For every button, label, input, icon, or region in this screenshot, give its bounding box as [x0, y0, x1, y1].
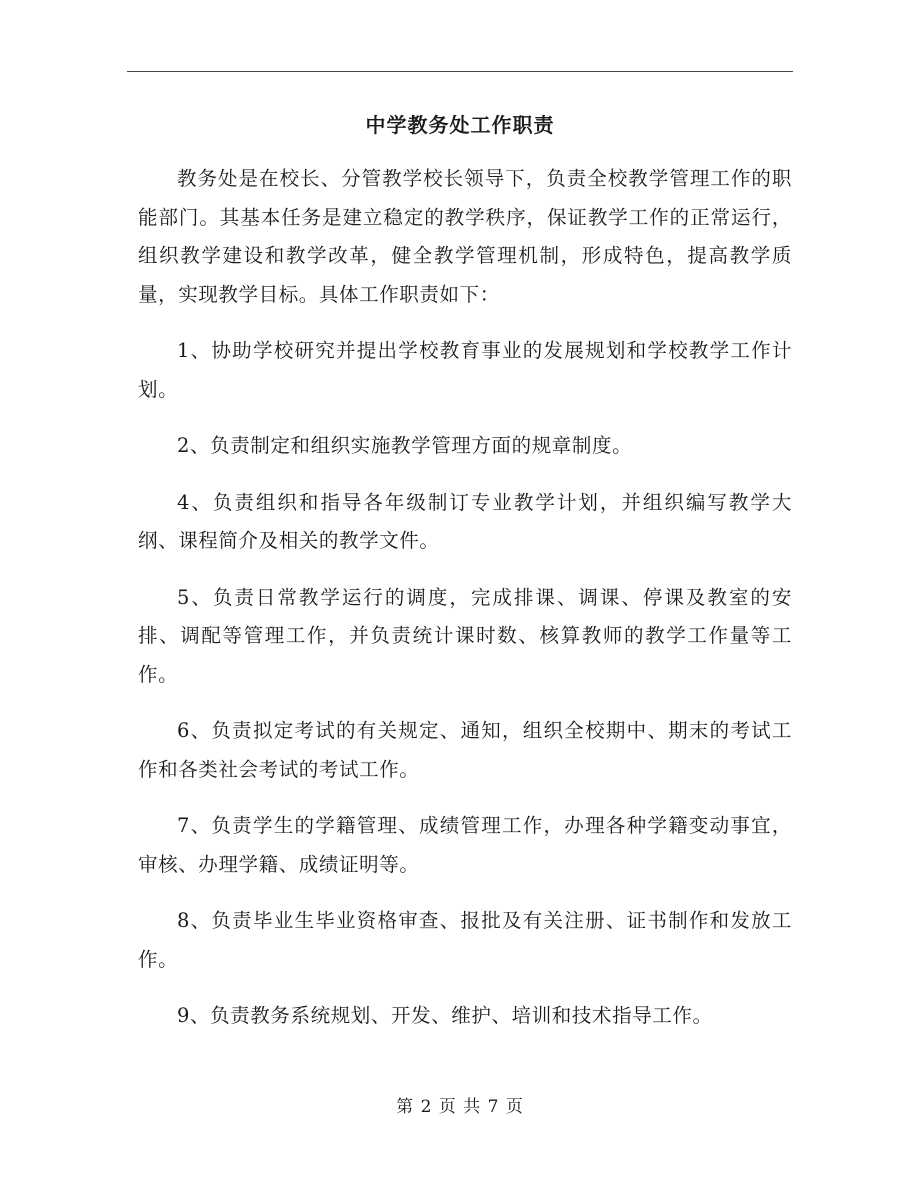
duty-item-7: 7、负责学生的学籍管理、成绩管理工作，办理各种学籍变动事宜，审核、办理学籍、成绩证明等。 — [138, 814, 792, 876]
duty-item-2: 2、负责制定和组织实施教学管理方面的规章制度。 — [177, 434, 633, 457]
duty-item-1: 1、协助学校研究并提出学校教育事业的发展规划和学校教学工作计划。 — [138, 339, 792, 401]
document-body — [138, 160, 792, 1036]
document-title: 中学教务处工作职责 — [365, 113, 555, 137]
header-rule — [127, 71, 793, 72]
duty-item-9: 9、负责教务系统规划、开发、维护、培训和技术指导工作。 — [177, 1004, 713, 1027]
page-number: 第 2 页 共 7 页 — [396, 1097, 524, 1117]
duty-item-8: 8、负责毕业生毕业资格审查、报批及有关注册、证书制作和发放工作。 — [138, 909, 792, 971]
duty-item-6: 6、负责拟定考试的有关规定、通知，组织全校期中、期末的考试工作和各类社会考试的考试工作。 — [138, 719, 792, 781]
duty-item-5: 5、负责日常教学运行的调度，完成排课、调课、停课及教室的安排、调配等管理工作，并负责统计课时数、核算教师的教学工作量等工作。 — [138, 585, 792, 686]
intro-paragraph: 教务处是在校长、分管教学校长领导下，负责全校教学管理工作的职能部门。其基本任务是建立稳定的教学秩序，保证教学工作的正常运行，组织教学建设和教学改革，健全教学管理机制，形成特色，提高教学质量，实现教学目标。具体工作职责如下： — [138, 167, 792, 306]
duty-item-4: 4、负责组织和指导各年级制订专业教学计划，并组织编写教学大纲、课程简介及相关的教学文件。 — [138, 490, 792, 552]
